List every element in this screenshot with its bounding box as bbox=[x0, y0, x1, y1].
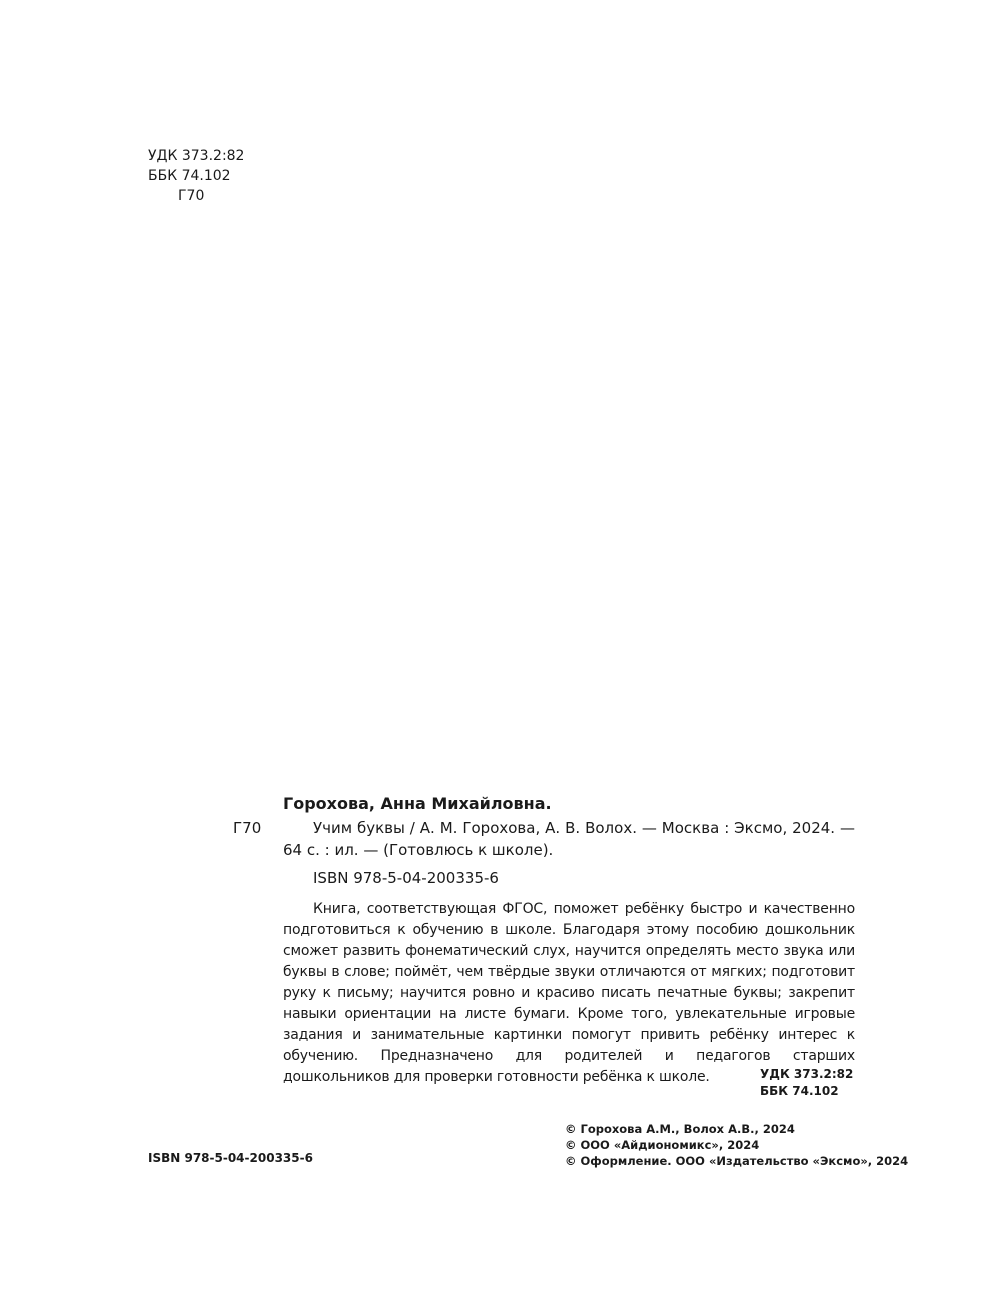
author-mark: Г70 bbox=[178, 188, 205, 204]
copyright-line: © Горохова А.М., Волох А.В., 2024 bbox=[565, 1122, 795, 1136]
copyright-line: © Оформление. ООО «Издательство «Эксмо», 2024 bbox=[565, 1154, 909, 1168]
copyright-line: © ООО «Айдиономикс», 2024 bbox=[565, 1138, 760, 1152]
udk-code: УДК 373.2:82 bbox=[148, 148, 245, 164]
classification-codes-bottom bbox=[760, 1066, 853, 1100]
bbk-code: ББК 74.102 bbox=[148, 168, 231, 184]
annotation-paragraph: Книга, соответствующая ФГОС, поможет ребёнку быстро и качественно подготовиться к обучению в школе. Благодаря этому пособию дошкольник сможет развить фонематический слух, научится определять место звука или буквы в слове; поймёт, чем твёрдые звуки отличаются от мягких; подготовит руку к письму; научится ровно и красиво писать печатные буквы; закрепит навыки ориентации на листе бумаги. Кроме того, увлекательные игровые задания и занимательные картинки помогут привить ребёнку интерес к обучению. Предназначено для родителей и педагогов старших дошкольников для проверки готовности ребёнка к школе. bbox=[283, 901, 855, 1085]
bbk-code-bottom: ББК 74.102 bbox=[760, 1084, 839, 1098]
udk-code-bottom: УДК 373.2:82 bbox=[760, 1067, 854, 1081]
isbn-record: ISBN 978-5-04-200335-6 bbox=[313, 869, 499, 887]
copyright-block bbox=[565, 1121, 908, 1169]
title-statement: Учим буквы / А. М. Горохова, А. В. Волох. — Москва : Эксмо, 2024. — 64 с. : ил. — (Готовлюсь к школе). bbox=[283, 819, 855, 859]
classification-codes-top bbox=[148, 146, 244, 206]
isbn-bottom: ISBN 978-5-04-200335-6 bbox=[148, 1151, 313, 1165]
catalog-author-mark: Г70 bbox=[233, 819, 262, 837]
author-heading: Горохова, Анна Михайловна. bbox=[283, 794, 552, 813]
